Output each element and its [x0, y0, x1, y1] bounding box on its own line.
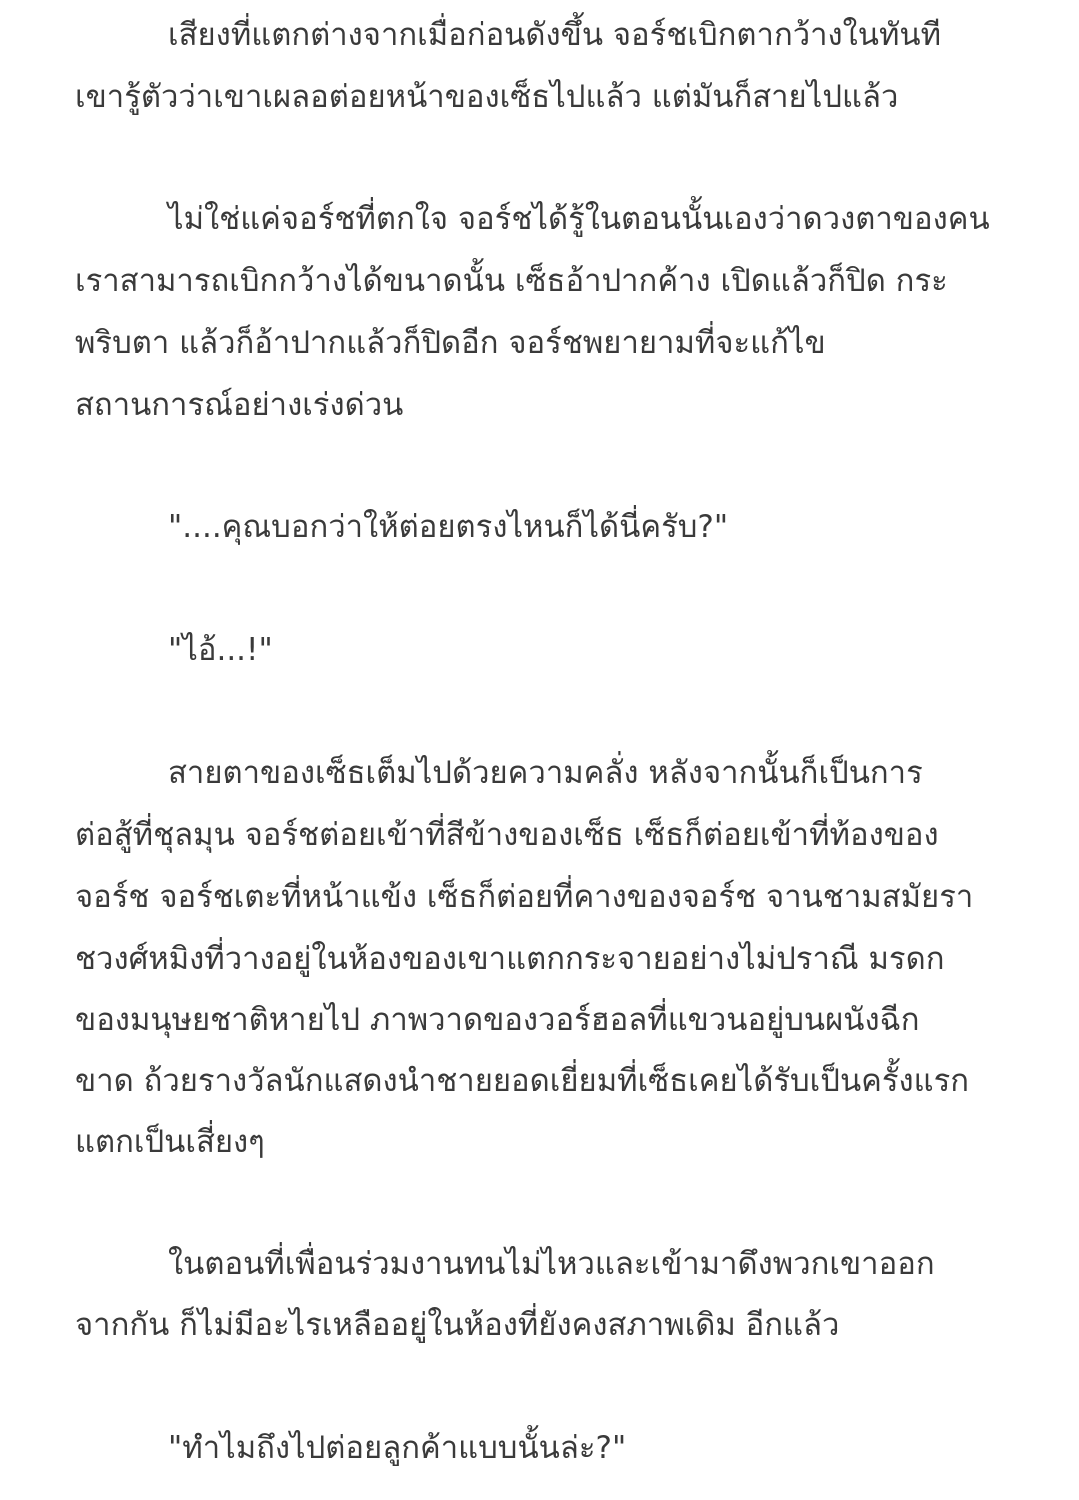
dialogue-line-2: "ไอ้...!": [168, 632, 273, 668]
paragraph-6-line-2: จากกัน ก็ไม่มีอะไรเหลืออยู่ในห้องที่ยังคงสภาพเดิม อีกแล้ว: [75, 1307, 840, 1343]
paragraph-1-line-1: เสียงที่แตกต่างจากเมื่อก่อนดังขึ้น จอร์ชเบิกตากว้างในทันที: [168, 17, 942, 53]
paragraph-5-line-3: จอร์ช จอร์ชเตะที่หน้าแข้ง เซ็ธก็ต่อยที่คางของจอร์ช จานชามสมัยรา: [75, 879, 974, 915]
paragraph-2-line-3: พริบตา แล้วก็อ้าปากแล้วก็ปิดอีก จอร์ชพยายามที่จะแก้ไข: [75, 325, 826, 361]
paragraph-5-line-5: ของมนุษยชาติหายไป ภาพวาดของวอร์ฮอลที่แขวนอยู่บนผนังฉีก: [75, 1002, 920, 1038]
paragraph-2-line-2: เราสามารถเบิกกว้างได้ขนาดนั้น เซ็ธอ้าปากค้าง เปิดแล้วก็ปิด กระ: [75, 263, 948, 299]
dialogue-line-1: "....คุณบอกว่าให้ต่อยตรงไหนก็ได้นี่ครับ?": [168, 509, 729, 545]
paragraph-5-line-2: ต่อสู้ที่ชุลมุน จอร์ชต่อยเข้าที่สีข้างของเซ็ธ เซ็ธก็ต่อยเข้าที่ท้องของ: [75, 817, 939, 853]
paragraph-2-line-4: สถานการณ์อย่างเร่งด่วน: [75, 387, 404, 423]
paragraph-5-line-4: ชวงศ์หมิงที่วางอยู่ในห้องของเขาแตกกระจายอย่างไม่ปราณี มรดก: [75, 941, 945, 977]
paragraph-5-line-7: แตกเป็นเสี่ยงๆ: [75, 1124, 265, 1160]
paragraph-1-line-2: เขารู้ตัวว่าเขาเผลอต่อยหน้าของเซ็ธไปแล้ว แต่มันก็สายไปแล้ว: [75, 79, 899, 115]
paragraph-5-line-6: ขาด ถ้วยรางวัลนักแสดงนำชายยอดเยี่ยมที่เซ็ธเคยได้รับเป็นครั้งแรก: [75, 1063, 970, 1099]
paragraph-5-line-1: สายตาของเซ็ธเต็มไปด้วยความคลั่ง หลังจากนั้นก็เป็นการ: [168, 755, 923, 791]
dialogue-line-3: "ทำไมถึงไปต่อยลูกค้าแบบนั้นล่ะ?": [168, 1430, 627, 1466]
paragraph-6-line-1: ในตอนที่เพื่อนร่วมงานทนไม่ไหวและเข้ามาดึงพวกเขาออก: [168, 1246, 935, 1282]
paragraph-2-line-1: ไม่ใช่แค่จอร์ชที่ตกใจ จอร์ชได้รู้ในตอนนั้นเองว่าดวงตาของคน: [168, 201, 990, 237]
